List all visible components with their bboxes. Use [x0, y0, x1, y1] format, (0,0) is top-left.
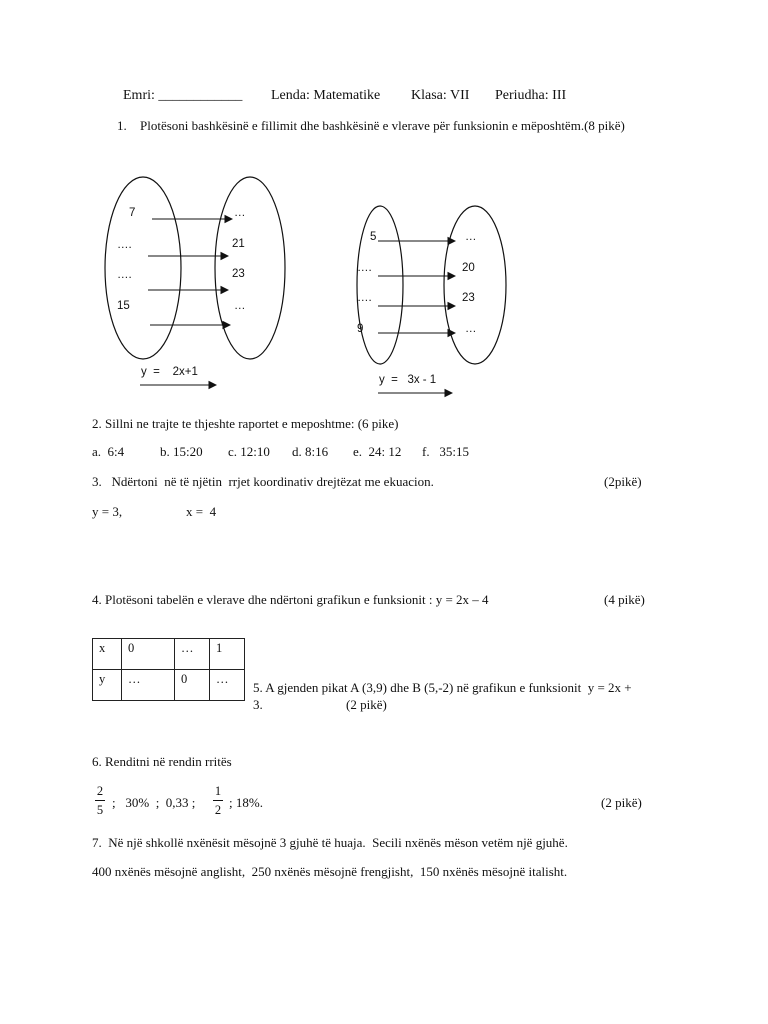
left-range-2: 21 — [232, 238, 245, 250]
q4-text: 4. Plotësoni tabelën e vlerave dhe ndërtoni grafikun e funksionit : y = 2x – 4 — [92, 592, 489, 607]
right-range-4: … — [465, 323, 477, 335]
table-row-y — [93, 670, 245, 701]
left-rule: y = 2x+1 — [141, 366, 198, 378]
fraction-denominator: 2 — [214, 803, 222, 817]
right-range-1: … — [465, 231, 477, 243]
q2-text: 2. Sillni ne trajte te thjeshte raportet e meposhtme: (6 pike) — [92, 416, 399, 431]
q2-item-d: d. 8:16 — [292, 444, 329, 459]
right-domain-1: 5 — [370, 231, 377, 243]
q1-number: 1. — [117, 118, 127, 133]
right-domain-ellipse — [357, 206, 403, 364]
table-cell: y — [93, 670, 122, 701]
q2-item-b: b. 15:20 — [160, 444, 203, 459]
q6-points: (2 pikë) — [601, 795, 642, 810]
left-domain-1: 7 — [129, 207, 136, 219]
q5-line2: 3. — [253, 697, 263, 712]
table-cell: 0 — [122, 639, 175, 670]
right-range-2: 20 — [462, 262, 475, 274]
table-cell: … — [210, 670, 245, 701]
table-row-x — [93, 639, 245, 670]
fraction-numerator: 1 — [214, 784, 222, 798]
q2-item-a: a. 6:4 — [92, 444, 125, 459]
header-name: Emri: ____________ — [123, 88, 243, 103]
q5-points: (2 pikë) — [346, 697, 387, 712]
right-rule: y = 3x - 1 — [379, 374, 437, 386]
left-range-ellipse — [215, 177, 285, 359]
table-cell: 0 — [175, 670, 210, 701]
fraction-bar — [213, 800, 223, 801]
q3-points: (2pikë) — [604, 474, 642, 489]
left-domain-4: 15 — [117, 300, 130, 312]
q7-line2: 400 nxënës mësojnë anglisht, 250 nxënës mësojnë frengjisht, 150 nxënës mësojnë italisht. — [92, 864, 568, 879]
q3-text: 3. Ndërtoni në të njëtin rrjet koordinativ drejtëzat me ekuacion. — [92, 474, 434, 489]
header-period: Periudha: III — [495, 88, 567, 103]
q7-line1: 7. Në një shkollë nxënësit mësojnë 3 gjuhë të huaja. Secili nxënës mëson vetëm një gjuhë. — [92, 835, 568, 850]
q2-item-c: c. 12:10 — [228, 444, 270, 459]
q4-points: (4 pikë) — [604, 592, 645, 607]
left-range-3: 23 — [232, 268, 245, 280]
left-domain-3: …. — [117, 269, 132, 281]
q2-item-f: f. 35:15 — [422, 444, 469, 459]
table-cell: 1 — [210, 639, 245, 670]
table-cell: x — [93, 639, 122, 670]
q3-eq2: x = 4 — [186, 504, 217, 519]
values-table — [92, 638, 245, 701]
fraction-denominator: 5 — [96, 803, 104, 817]
q5-line1: 5. A gjenden pikat A (3,9) dhe B (5,-2) në grafikun e funksionit y = 2x + — [253, 680, 632, 695]
right-range-ellipse — [444, 206, 506, 364]
q1-text: Plotësoni bashkësinë e fillimit dhe bashkësinë e vlerave për funksionin e mëposhtëm.(8 pikë) — [140, 118, 625, 133]
fraction-numerator: 2 — [96, 784, 104, 798]
left-range-1: … — [234, 207, 246, 219]
table-cell: … — [175, 639, 210, 670]
right-domain-3: …. — [357, 292, 372, 304]
left-domain-ellipse — [105, 177, 181, 359]
q6-text: 6. Renditni në rendin rritës — [92, 754, 232, 769]
right-range-3: 23 — [462, 292, 475, 304]
header-subject: Lenda: Matematike — [271, 88, 381, 103]
left-domain-2: …. — [117, 239, 132, 251]
q3-eq1: y = 3, — [92, 504, 123, 519]
fraction-two-fifths — [93, 784, 107, 817]
table-cell: … — [122, 670, 175, 701]
right-domain-2: …. — [357, 262, 372, 274]
right-domain-4: 9 — [357, 323, 364, 335]
q6-tail: ; 18%. — [229, 795, 263, 810]
q2-item-e: e. 24: 12 — [353, 444, 402, 459]
left-range-4: … — [234, 300, 246, 312]
q6-values: ; 30% ; 0,33 ; — [112, 795, 196, 810]
fraction-one-half — [211, 784, 225, 817]
header-class: Klasa: VII — [411, 88, 470, 103]
fraction-bar — [95, 800, 105, 801]
